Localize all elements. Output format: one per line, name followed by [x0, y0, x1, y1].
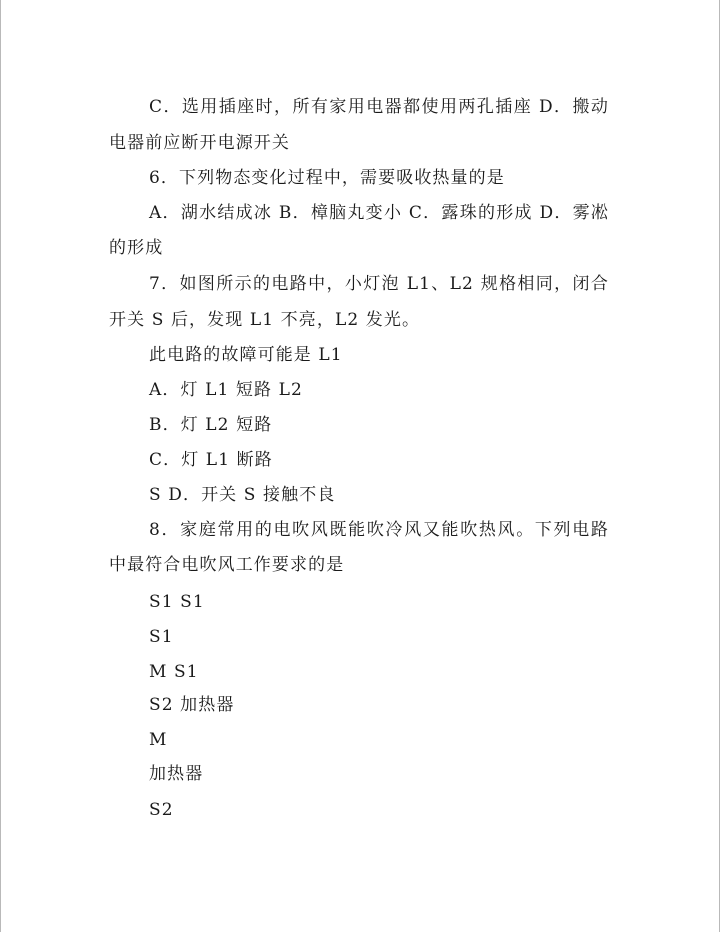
circuit-label: M [149, 730, 168, 750]
question-6: 6．下列物态变化过程中，需要吸收热量的是 [149, 168, 505, 188]
question-7: 7．如图所示的电路中，小灯泡 L1、L2 规格相同，闭合 [149, 274, 609, 294]
question-8-cont: 中最符合电吹风工作要求的是 [109, 555, 345, 575]
question-7-option-a: A．灯 L1 短路 L2 [149, 380, 303, 400]
circuit-label: S1 [149, 627, 174, 647]
circuit-label: 加热器 [149, 764, 204, 784]
question-7-option-c: C．灯 L1 断路 [149, 450, 273, 470]
question-8: 8．家庭常用的电吹风既能吹冷风又能吹热风。下列电路 [149, 520, 609, 540]
option-c-q5: C．选用插座时，所有家用电器都使用两孔插座 D．搬动 [149, 97, 609, 117]
question-7-prompt: 此电路的故障可能是 L1 [149, 345, 343, 365]
question-7-option-b: B．灯 L2 短路 [149, 415, 273, 435]
circuit-label: S2 加热器 [149, 695, 235, 715]
circuit-label: M S1 [149, 662, 199, 682]
question-7-cont: 开关 S 后，发现 L1 不亮，L2 发光。 [109, 310, 421, 330]
question-7-option-d: S D．开关 S 接触不良 [149, 485, 336, 505]
option-c-q5-cont: 电器前应断开电源开关 [109, 133, 290, 153]
circuit-label: S1 S1 [149, 592, 205, 612]
circuit-label: S2 [149, 800, 174, 820]
question-6-options-cont: 的形成 [109, 238, 164, 258]
question-6-options: A．湖水结成冰 B．樟脑丸变小 C．露珠的形成 D．雾凇 [149, 203, 609, 223]
